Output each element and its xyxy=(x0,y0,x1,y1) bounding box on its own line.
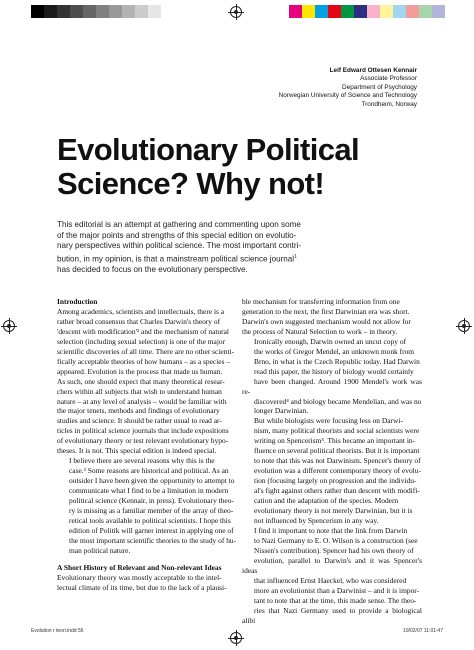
text-line: 'descent with modification'² and the mechanism of natural xyxy=(57,326,229,336)
slug-file: Evolution r teori.indd 56 xyxy=(31,628,84,634)
text-line: writing on Spencerism⁵. This became an important in- xyxy=(254,436,416,446)
text-line: the process of Natural Selection to work – in theory. xyxy=(242,326,398,336)
text-line: to note that this was not Darwinism. Spencer's theory of xyxy=(254,456,421,466)
author-location: Trondheim, Norway xyxy=(361,100,417,108)
text-line: selection (including sexual selection) is one of the major xyxy=(57,336,226,346)
abstract-line: has decided to focus on the evolutionary perspective. xyxy=(57,264,248,274)
paragraph xyxy=(242,416,422,525)
text-line: of evolutionary theory or test relevant evolutionary hypo- xyxy=(57,436,229,446)
body-column-right xyxy=(242,297,422,625)
section-heading: A Short History of Relevant and Non-relevant Ideas xyxy=(57,562,222,572)
color-swatch xyxy=(367,5,380,18)
grayscale-color-bar xyxy=(31,5,161,18)
text-line: cation and the adaptation of the species. Modern xyxy=(254,496,399,506)
color-swatch xyxy=(419,5,432,18)
abstract xyxy=(57,220,377,275)
text-line: But while biologists were focusing less on Darwi- xyxy=(254,416,403,426)
text-line: evolutionary theory is not merely Darwinian, but it is xyxy=(254,506,413,516)
text-line: Darwin's own suggested mechanism would not allow for xyxy=(242,316,411,326)
text-line: lectual climate of its time, but due to the lack of a plausi- xyxy=(57,582,227,592)
abstract-line: bution, in my opinion, is that a mainstream political science journal$^1$ xyxy=(57,253,297,264)
color-swatch xyxy=(406,5,419,18)
abstract-line: This editorial is an attempt at gathering and commenting upon some xyxy=(57,220,301,229)
text-line: Evolutionary theory was mostly acceptable to the intel- xyxy=(57,572,222,582)
text-line: studies and science. It should be rather usual to read ar- xyxy=(57,416,222,426)
color-swatch xyxy=(109,5,122,18)
text-line: have been changed. Around 1900 Mendel's work was re- xyxy=(242,376,422,396)
author-department: Department of Psychology xyxy=(342,83,417,91)
slug-timestamp: 19/02/07 11:01:47 xyxy=(403,628,443,634)
text-line: ble mechanism for transferring information from one xyxy=(242,297,400,306)
text-line: Ironically enough, Darwin owned an uncut copy of xyxy=(254,336,407,346)
author-name: Leif Edward Ottesen Kennair xyxy=(329,67,417,74)
text-line: evolution was a different contemporary theory of evolu- xyxy=(254,466,421,476)
color-swatch xyxy=(135,5,148,18)
color-swatch xyxy=(70,5,83,18)
paragraph xyxy=(242,526,422,626)
text-line: the most important scientific theories to the study of hu- xyxy=(69,535,237,545)
text-line: discovered⁴ and biology became Mendelian, and was no xyxy=(254,396,422,406)
text-line: generation to the next, the first Darwinian era was short. xyxy=(242,306,410,316)
text-line: Nissen's contribution). Spencer had his own theory of xyxy=(254,545,414,555)
section-heading: Introduction xyxy=(57,297,98,306)
author-title: Associate Professor xyxy=(360,75,417,83)
text-line: chers within all subjects that wish to understand human xyxy=(57,386,222,396)
registration-mark-icon xyxy=(230,6,242,18)
color-swatch xyxy=(380,5,393,18)
color-swatch xyxy=(148,5,161,18)
color-swatch xyxy=(57,5,70,18)
text-line: rather broad consensus that Charles Darwin's theory of xyxy=(57,316,221,326)
author-university: Norwegian University of Science and Technology xyxy=(278,92,417,100)
color-swatch xyxy=(354,5,367,18)
paragraph xyxy=(57,456,237,556)
text-line: that influenced Ernst Haeckel, who was considered xyxy=(254,575,407,585)
color-swatch xyxy=(96,5,109,18)
abstract-line: of the major points and strengths of this special edition on evolutio- xyxy=(57,230,297,240)
text-line: the works of Gregor Mendel, an unknown monk from xyxy=(254,346,415,356)
text-line: to Nazi Germany to E. O. Wilson is a construction (see xyxy=(254,535,418,545)
print-slug xyxy=(31,628,443,634)
text-line: man political nature. xyxy=(69,545,131,555)
title-line-2: Science? Why not! xyxy=(57,166,325,201)
text-line: ries that Nazi Germany used to provide a biological alibi xyxy=(242,605,422,625)
footnote-marker: 1 xyxy=(294,253,297,260)
registration-mark-icon xyxy=(458,320,470,332)
text-line: tion (focusing largely on progression and the individu- xyxy=(254,476,417,486)
text-line: appeared. Evolution is the process that made us human. xyxy=(57,366,223,376)
color-swatch xyxy=(289,5,302,18)
color-swatch xyxy=(122,5,135,18)
color-swatch xyxy=(83,5,96,18)
paragraph xyxy=(242,297,422,337)
text-line: fluence on several political theorists. But it is important xyxy=(254,446,420,456)
body-column-left xyxy=(57,297,237,593)
text-line: edition of Politik will garner interest in applying one of xyxy=(69,525,234,535)
text-line: retical tools available to political scientists. I hope this xyxy=(69,515,231,525)
text-line: fically acceptable theories of how humans – as a species – xyxy=(57,356,231,366)
paragraph xyxy=(57,573,237,593)
text-line: As such, one should expect that many theoretical resear- xyxy=(57,376,225,386)
text-line: not influenced by Spencerism in any way. xyxy=(254,515,379,525)
color-swatch xyxy=(328,5,341,18)
text-line: the major tenets, methods and findings of evolutionary xyxy=(57,406,220,416)
text-line: ticles in political science journals that include expositions xyxy=(57,426,229,436)
text-line: scientific discoveries of all time. There are no other scienti- xyxy=(57,346,235,356)
text-line: ry is missing as a familiar member of the array of theo- xyxy=(69,506,234,516)
color-swatch xyxy=(44,5,57,18)
text-line: communicate what I find to be a limitation in modern xyxy=(69,486,229,496)
article-title xyxy=(57,133,437,201)
author-block xyxy=(279,67,417,109)
text-line: I believe there are several reasons why this is the xyxy=(69,456,215,466)
text-line: evolution, parallel to Darwin's and it was Spencer's ideas xyxy=(242,555,422,575)
paragraph xyxy=(57,307,237,456)
color-swatch xyxy=(31,5,44,18)
abstract-line: nary perspectives within political science. The most important contri- xyxy=(57,241,302,250)
text-line: Among academics, scientists and intellectuals, there is a xyxy=(57,306,225,316)
process-color-bar xyxy=(289,5,445,18)
color-swatch xyxy=(432,5,445,18)
color-swatch xyxy=(393,5,406,18)
text-line: Brno, in what is the Czech Republic today. Had Darwin xyxy=(254,356,420,366)
text-line: outsider I have been given the opportunity to attempt to xyxy=(69,476,235,486)
registration-mark-icon xyxy=(3,320,15,332)
color-swatch xyxy=(341,5,354,18)
text-line: more an evolutionist than a Darwinist – and it is impor- xyxy=(254,585,420,595)
paragraph xyxy=(242,337,422,417)
text-line: I find it important to note that the link from Darwin xyxy=(254,525,408,535)
text-line: case.³ Some reasons are historical and political. As an xyxy=(69,466,229,476)
text-line: longer Darwinian. xyxy=(254,406,309,416)
text-line: tant to note that at the time, this made sense. The theo- xyxy=(254,595,417,605)
text-line: al's fight against others rather than descent with modifi- xyxy=(254,486,420,496)
text-line: read this paper, the history of biology would certainly xyxy=(254,366,414,376)
text-line: political science (Kennair, in press). Evolutionary theo- xyxy=(69,496,234,506)
color-swatch xyxy=(302,5,315,18)
color-swatch xyxy=(315,5,328,18)
text-line: nism, many political theorists and social scientists were xyxy=(254,426,420,436)
text-line: theses. It is not. This special edition is indeed special. xyxy=(57,446,217,456)
text-line: nature – at any level of analysis – would be familiar with xyxy=(57,396,227,406)
title-line-1: Evolutionary Political xyxy=(57,132,360,167)
